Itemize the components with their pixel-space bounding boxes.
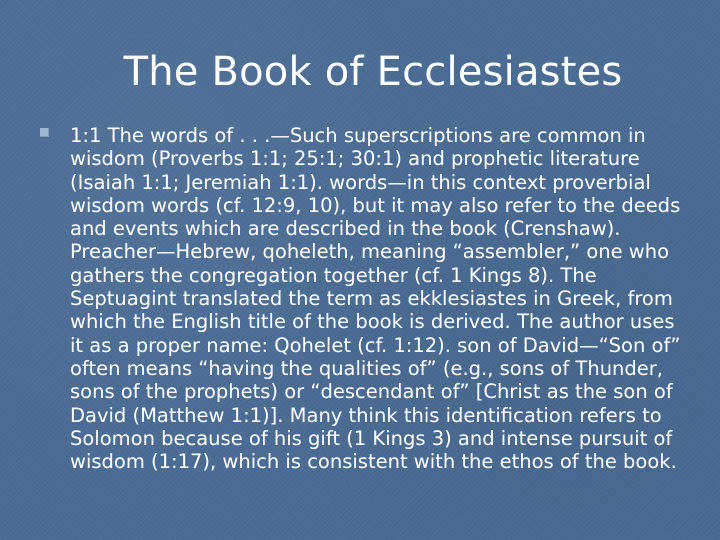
square-bullet-icon <box>40 128 49 137</box>
slide-title: The Book of Ecclesiastes <box>123 49 623 95</box>
bullet-text: 1:1 The words of . . .—Such superscriptions are common in wisdom (Proverbs 1:1; 25:1; 30:1) and prophetic literature (Isaiah 1:1; Jeremiah 1:1). words—in this context proverbial wisdom words (cf. 12:9, 10), but it may also refer to the deeds and events which are described in the book (Crenshaw). Preacher—Hebrew, qoheleth, meaning “assembler,” one who gathers the congregation together (cf. 1 Kings 8). The Septuagint translated the term as ekklesiastes in Greek, from which the English title of the book is derived. The author uses it as a proper name: Qohelet (cf. 1:12). son of David—“Son of” often means “having the qualities of” (e.g., sons of Thunder, sons of the prophets) or “descendant of” [Christ as the son of David (Matthew 1:1)]. Many think this identification refers to Solomon because of his gift (1 Kings 3) and intense pursuit of wisdom (1:17), which is consistent with the ethos of the book. <box>70 124 681 474</box>
